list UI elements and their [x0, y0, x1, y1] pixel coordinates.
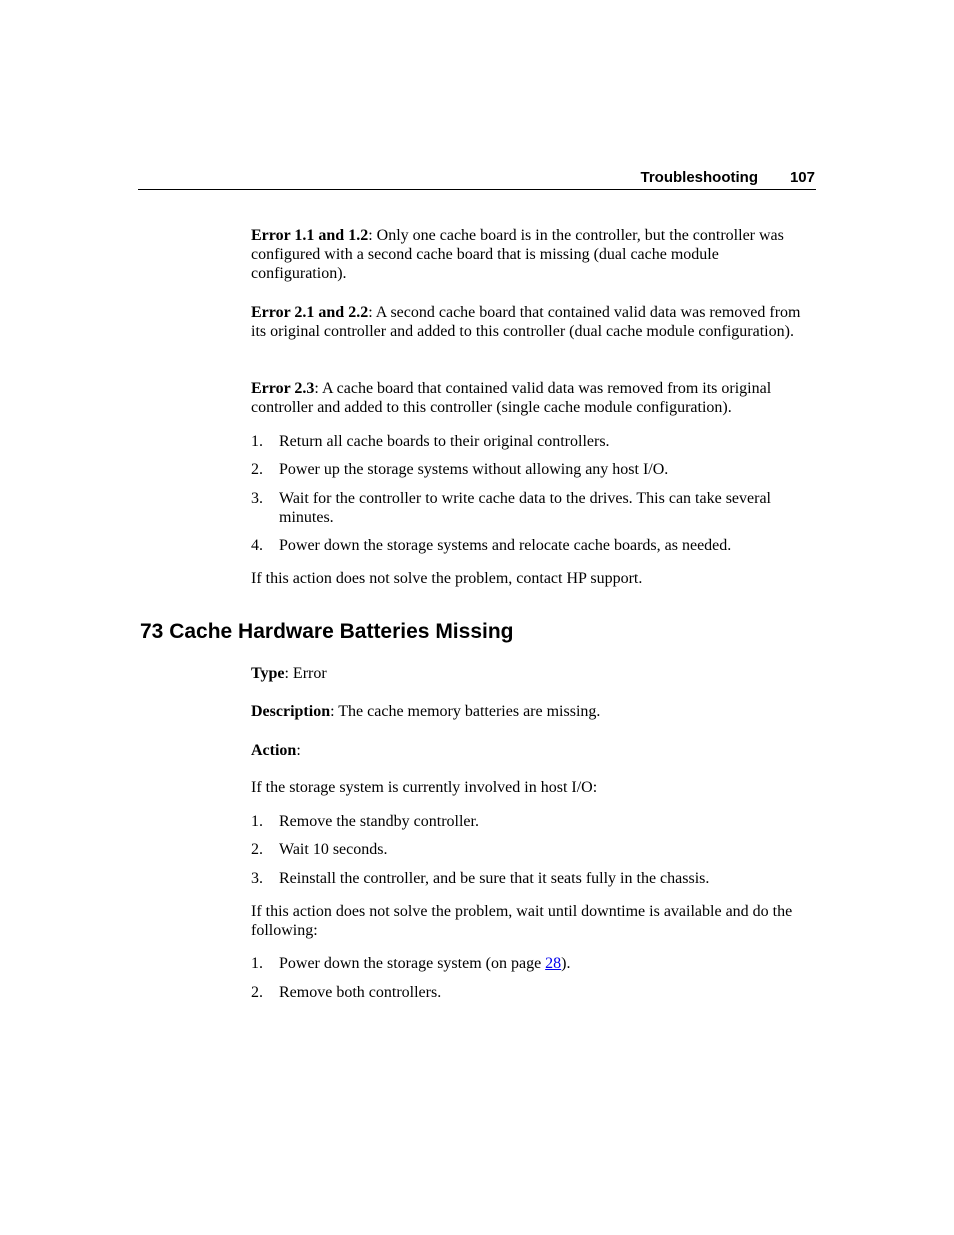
- header-section-name: Troubleshooting: [640, 169, 758, 186]
- list-item-text: Remove both controllers.: [279, 984, 442, 1001]
- list-item-number: 2.: [251, 984, 263, 1001]
- description-value: : The cache memory batteries are missing.: [330, 703, 601, 720]
- header-page-number: 107: [789, 169, 815, 186]
- action-colon: :: [296, 742, 301, 759]
- list-item-text: Wait 10 seconds.: [279, 841, 388, 858]
- running-header: [138, 168, 816, 190]
- error-1-label: Error 1.1 and 1.2: [251, 227, 369, 244]
- list-item-text-before: Power down the storage system (on page: [279, 955, 546, 972]
- error-2-label: Error 2.1 and 2.2: [251, 304, 369, 321]
- list-item-number: 2.: [251, 841, 263, 858]
- error-2-paragraph: [251, 303, 817, 341]
- list-item-text: [279, 954, 817, 973]
- error-1-paragraph: [251, 226, 817, 283]
- section-heading: 73 Cache Hardware Batteries Missing: [140, 620, 514, 643]
- description-line: [251, 702, 817, 721]
- error-1-text: : Only one cache board is in the controller, but the controller was configured with a second cache board that is missing (dual cache module configuration).: [251, 227, 784, 282]
- type-value: : Error: [284, 665, 327, 682]
- error-3-text: : A cache board that contained valid data was removed from its original controller and added to this controller (single cache module configuration).: [251, 380, 772, 416]
- list-item-number: 1.: [251, 813, 263, 830]
- list-item-number: 2.: [251, 461, 263, 478]
- error-3-paragraph: [251, 379, 817, 417]
- note-contact-support: If this action does not solve the problem, contact HP support.: [251, 570, 643, 587]
- list-item-text: Return all cache boards to their original controllers.: [279, 433, 610, 450]
- action-line: [251, 741, 817, 760]
- action-label: Action: [251, 742, 297, 759]
- list-item-text: Remove the standby controller.: [279, 813, 479, 830]
- list-item-number: 3.: [251, 870, 263, 887]
- list-item-number: 1.: [251, 433, 263, 450]
- list-item-text: Wait for the controller to write cache data to the drives. This can take several minutes.: [279, 490, 771, 526]
- type-line: [251, 664, 817, 683]
- list-item-text: Power up the storage systems without allowing any host I/O.: [279, 461, 669, 478]
- error-2-text: : A second cache board that contained valid data was removed from its original controller and added to this controller (dual cache module configuration).: [251, 304, 801, 340]
- list-item-text-after: ).: [561, 955, 571, 972]
- list-item-text: Power down the storage systems and relocate cache boards, as needed.: [279, 537, 732, 554]
- type-label: Type: [251, 665, 285, 682]
- list-item-number: 3.: [251, 490, 263, 507]
- list-item-number: 1.: [251, 955, 263, 972]
- error-3-label: Error 2.3: [251, 380, 315, 397]
- list-item-text: Reinstall the controller, and be sure that it seats fully in the chassis.: [279, 870, 710, 887]
- page-link[interactable]: 28: [545, 955, 562, 972]
- note-downtime: If this action does not solve the problem, wait until downtime is available and do the following:: [251, 903, 793, 939]
- description-label: Description: [251, 703, 331, 720]
- condition-text: If the storage system is currently involved in host I/O:: [251, 779, 598, 796]
- list-item-number: 4.: [251, 537, 263, 554]
